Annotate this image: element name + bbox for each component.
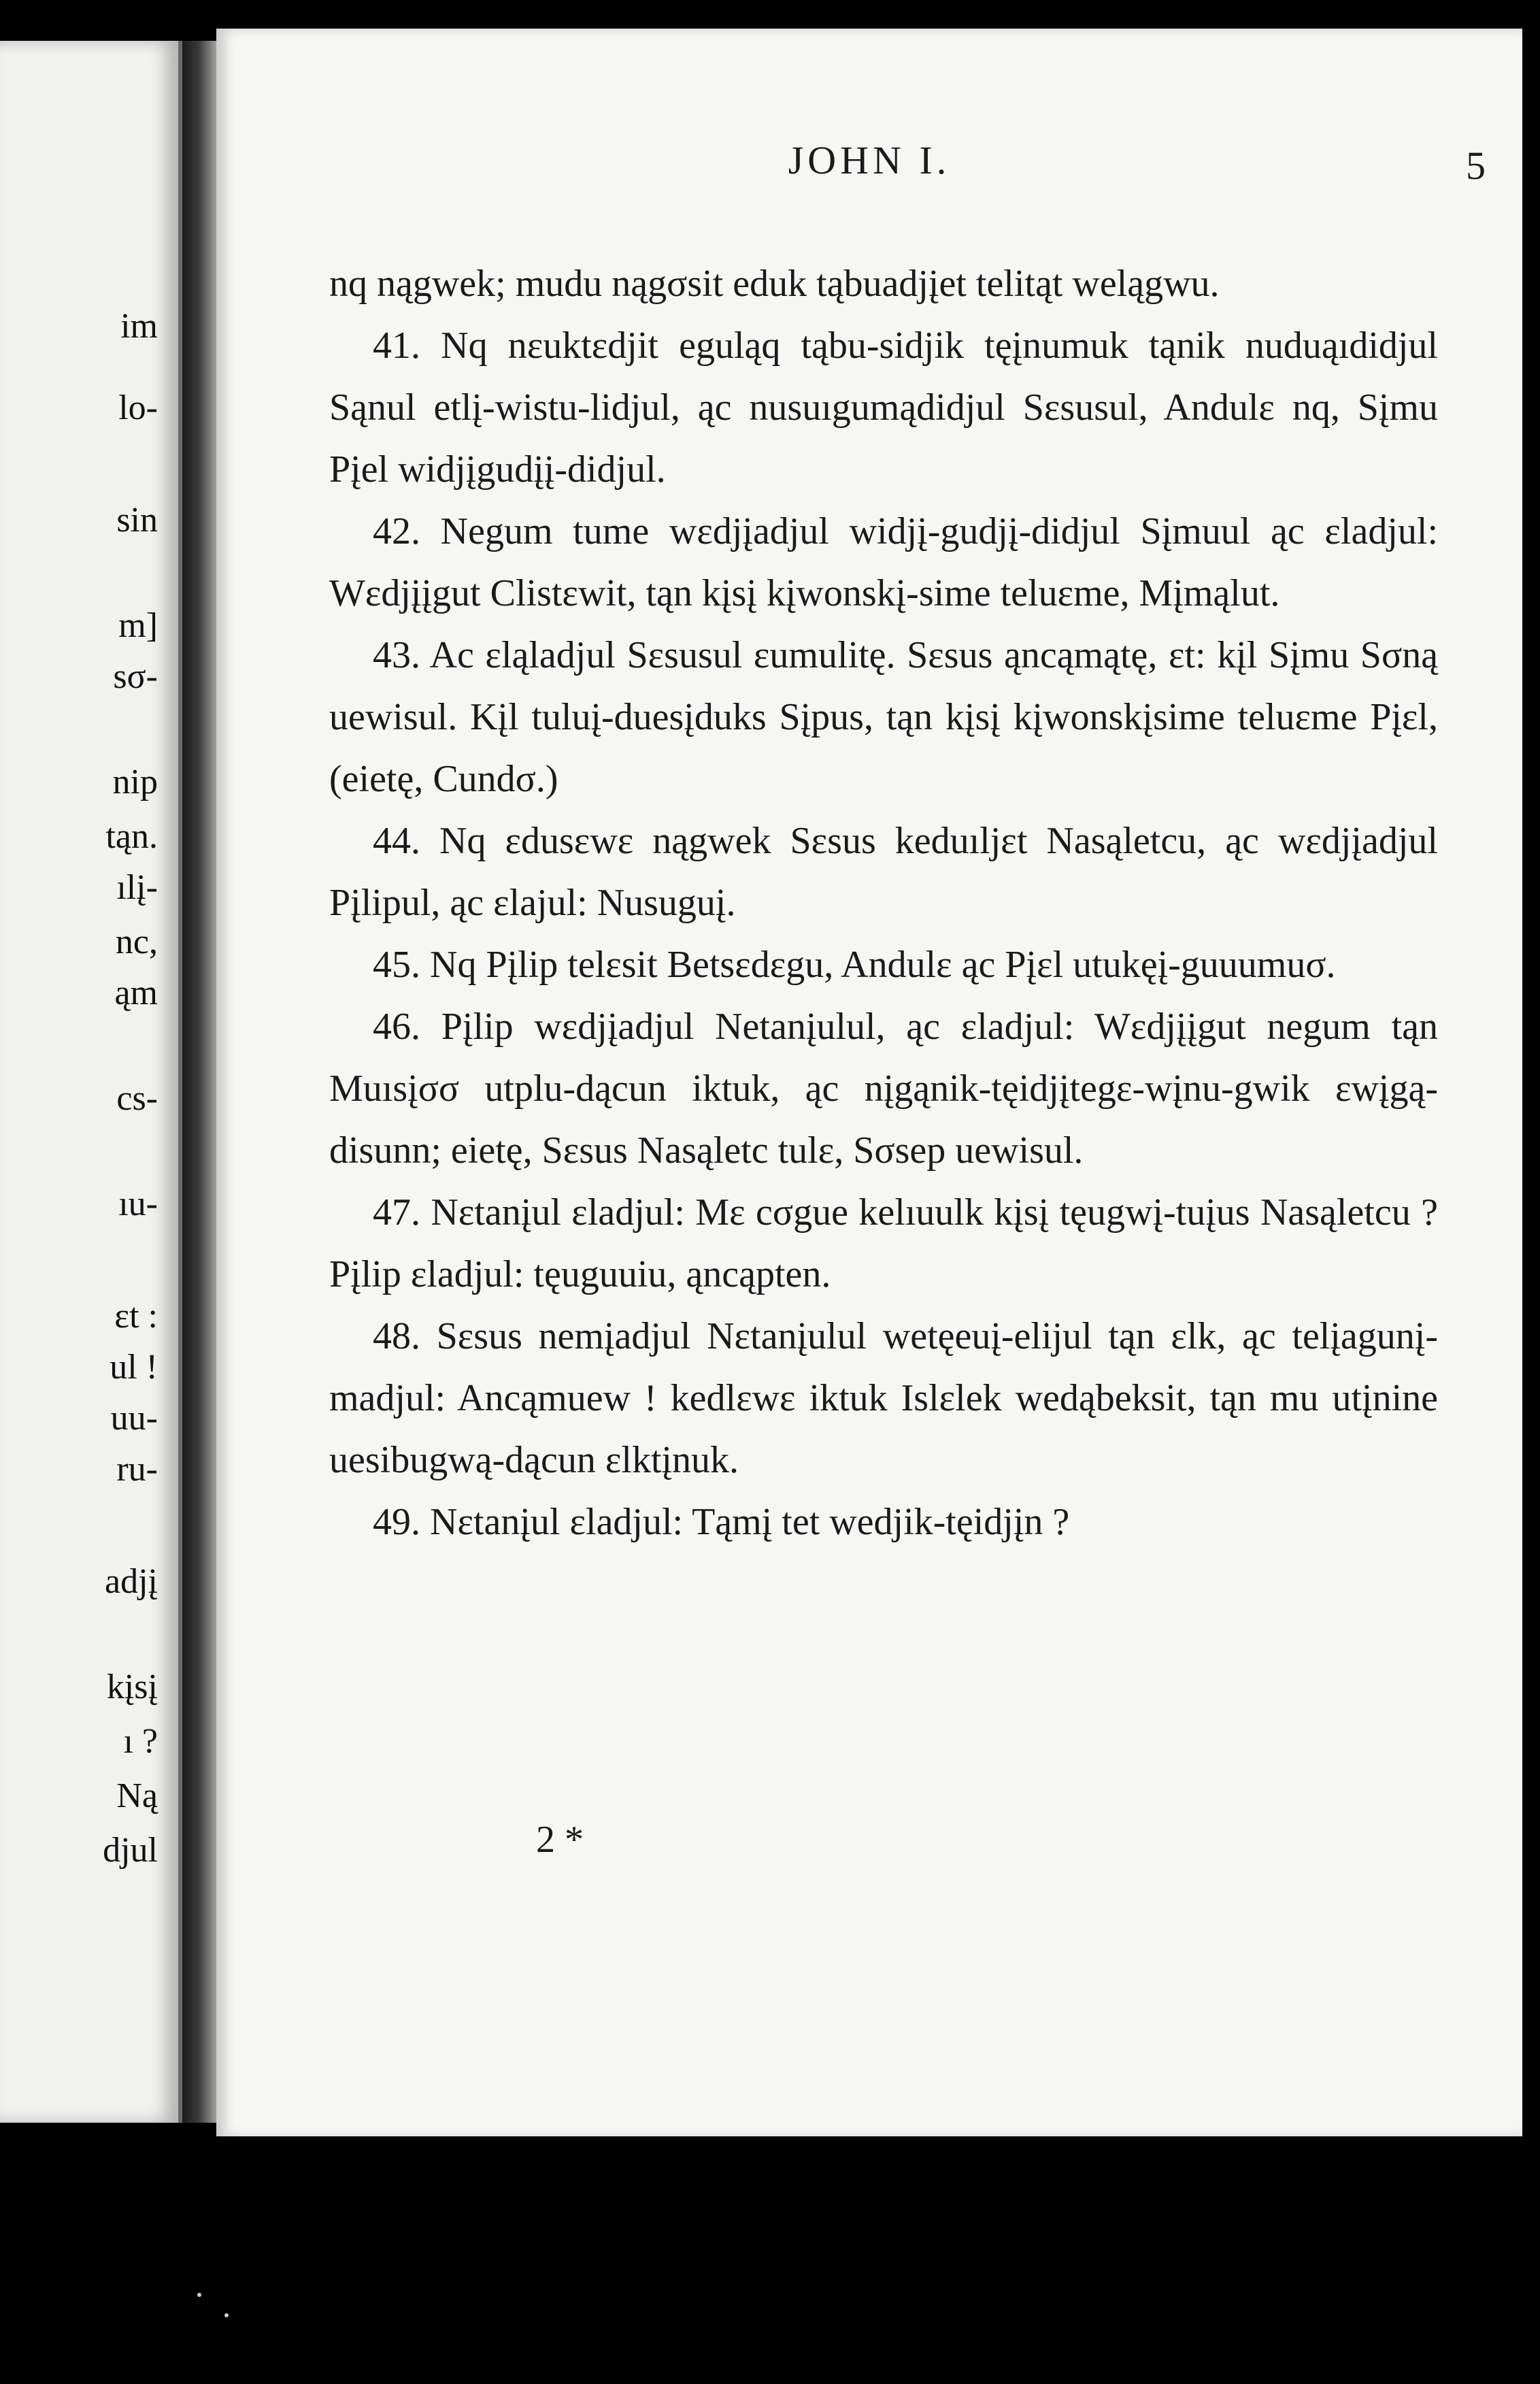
- book-page: [216, 29, 1522, 2138]
- left-page-fragment: lo-: [118, 388, 158, 427]
- verse-paragraph: 46. Pįlip wεdjįadjul Netanįulul, ąc εladjul: Wεdjįįgut negum tąn Muısįσσ utplu-dącun iktuk, ąc nįgąnik-tęidjįtegε-wįnu-gwik εwįgą-disunn; eietę, Sεsus Nasąletc tulε, Sσsep uewisul.: [329, 1006, 1438, 1172]
- verse-paragraph: 43. Ac εląladjul Sεsusul εumulitę. Sεsus ąncąmątę, εt: kįl Sįmu Sσną uewisul. Kįl tuluį-duesįduks Sįpus, tąn kįsį kįwonskįsime teluεme Pįεl, (eietę, Cundσ.): [329, 634, 1438, 800]
- left-page-fragment: ul !: [110, 1348, 158, 1387]
- left-page-fragment: εt :: [114, 1297, 158, 1336]
- verse-paragraph: nq nągwek; mudu nągσsit eduk tąbuadjįet telitąt welągwu.: [329, 263, 1220, 305]
- verse-paragraph: 45. Nq Pįlip telεsit Betsεdεgu, Andulε ąc Pįεl utukęį-guuumuσ.: [373, 944, 1336, 986]
- verse-paragraph: 42. Negum tume wεdjįadjul widjį-gudjį-didjul Sįmuul ąc εladjul: Wεdjįįgut Clistεwit, tąn kįsį kįwonskį-sime teluεme, Mįmąlut.: [329, 510, 1438, 614]
- left-page-fragment: ıu-: [118, 1185, 158, 1223]
- left-page-fragment: m]: [118, 606, 158, 645]
- body-text: [329, 253, 1438, 1553]
- verse-paragraph: 47. Nεtanįul εladjul: Mε cσgue kelıuulk kįsį tęugwį-tuįus Nasąletcu ? Pįlip εladjul: tęuguuiu, ąncąpten.: [329, 1191, 1438, 1295]
- scan-speck: [224, 2313, 229, 2317]
- left-page-fragment: tąn.: [105, 817, 158, 856]
- verse-paragraph: 48. Sεsus nemįadjul Nεtanįulul wetęeuį-elijul tąn εlk, ąc telįagunį-madjul: Ancąmuew ! kedlεwε iktuk Islεlek wedąbeksit, tąn mu utįnine uesibugwą-dącun εlktįnuk.: [329, 1315, 1438, 1481]
- left-page-fragment: sσ-: [113, 657, 158, 696]
- left-page-fragment: uu-: [110, 1399, 158, 1438]
- left-page-fragment: Ną: [116, 1776, 158, 1815]
- left-page-fragment: adjį: [105, 1562, 158, 1601]
- left-page-fragment: cs-: [116, 1079, 158, 1118]
- signature-mark: 2 *: [536, 1819, 584, 1861]
- left-page-fragment: im: [120, 307, 158, 346]
- left-page-fragment: nc,: [115, 923, 158, 961]
- left-page-fragment: ılį-: [116, 868, 158, 907]
- left-page-fragment: djul: [103, 1831, 158, 1870]
- left-facing-page: [0, 41, 182, 2123]
- left-page-fragment: ąm: [114, 974, 158, 1012]
- scan-border-bottom: [0, 2136, 1540, 2384]
- scan-speck: [197, 2293, 201, 2297]
- verse-paragraph: 49. Nεtanįul εladjul: Tąmį tet wedjik-tęidjįn ?: [373, 1501, 1070, 1543]
- left-page-fragment: ı ?: [123, 1722, 158, 1761]
- verse-paragraph: 41. Nq nεuktεdjit eguląq tąbu-sidjik tęįnumuk tąnik nuduąıdidjul Sąnul etlį-wistu-lidjul, ąc nusuıgumądidjul Sεsusul, Andulε nq, Sįmu Pįel widjįgudįį-didjul.: [329, 325, 1438, 491]
- left-page-fragment: kįsį: [106, 1668, 158, 1706]
- left-page-fragment: sin: [116, 501, 158, 540]
- page-number: 5: [1466, 144, 1486, 188]
- left-page-fragment: ru-: [116, 1450, 158, 1489]
- left-page-fragment: nip: [112, 763, 158, 801]
- verse-paragraph: 44. Nq εdusεwε nągwek Sεsus keduıljεt Nasąletcu, ąc wεdjįadjul Pįlipul, ąc εlajul: Nusuguį.: [329, 820, 1438, 924]
- running-head: JOHN I.: [788, 138, 951, 182]
